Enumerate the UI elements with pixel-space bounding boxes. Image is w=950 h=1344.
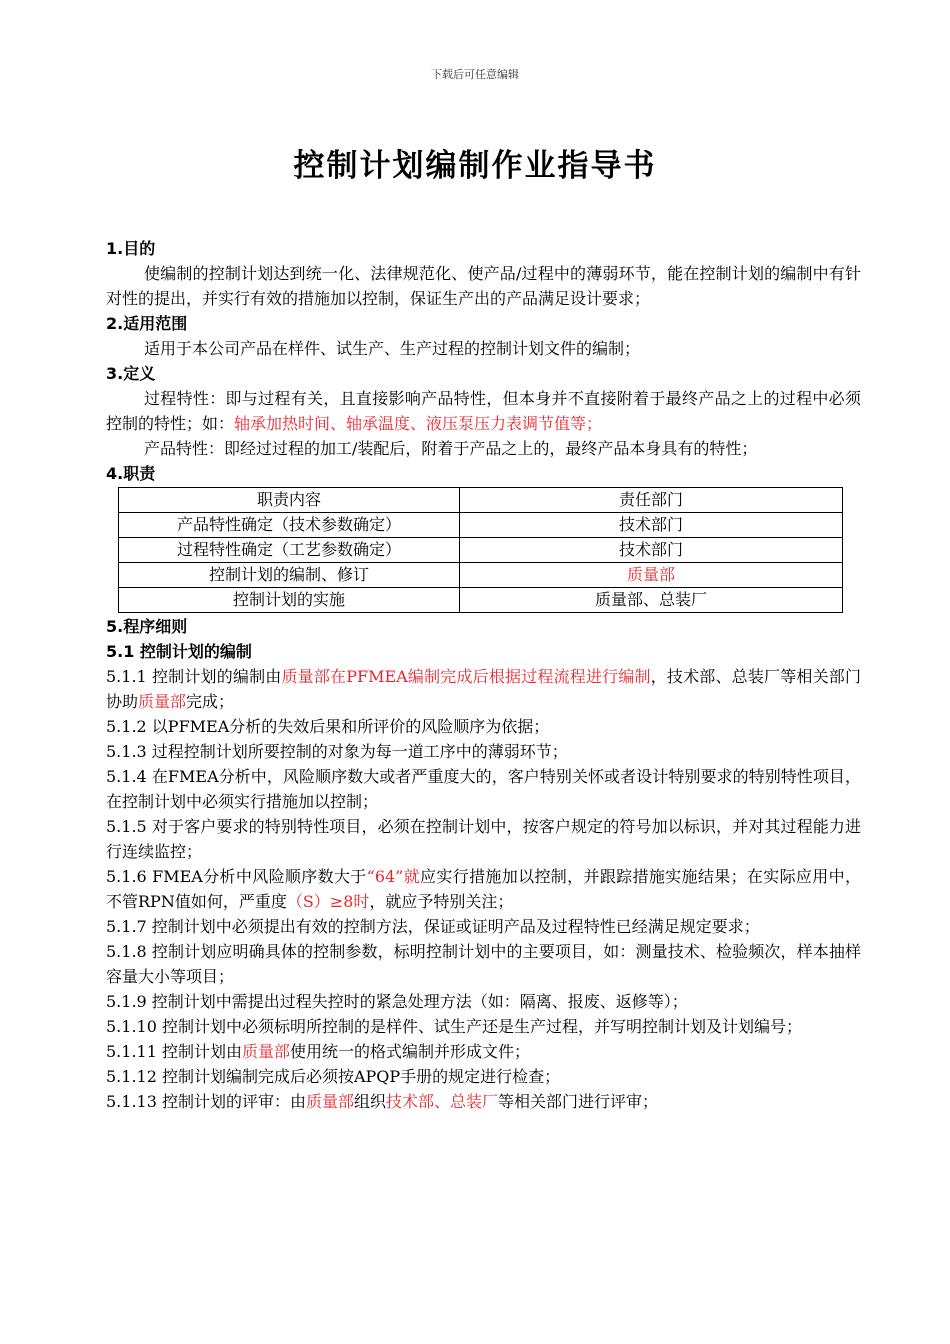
- item-5-1-10: 5.1.10 控制计划中必须标明所控制的是样件、试生产还是生产过程，并写明控制计划及计划编号；: [106, 1017, 802, 1036]
- item-text: 5.1.1 控制计划的编制由: [106, 667, 282, 686]
- item-5-1-3: 5.1.3 过程控制计划所要控制的对象为每一道工序中的薄弱环节；: [106, 742, 568, 761]
- section-5-heading: 5.程序细则: [106, 617, 188, 636]
- section-2-heading: 2.适用范围: [106, 314, 188, 333]
- item-highlight: 质量部: [138, 692, 187, 711]
- item-text: 5.1.11 控制计划由: [106, 1042, 242, 1061]
- definition-process-text: 过程特性：即与过程有关，且直接影响产品特性，但本身并不直接附着于最终产品之上的过程中必须控制的特性；如：: [106, 389, 861, 433]
- header-note: 下载后可任意编辑: [431, 68, 519, 81]
- table-header-row: [119, 488, 843, 513]
- item-text: 5.1.6 FMEA分析中风险顺序数大于: [106, 867, 367, 886]
- table-cell: 技术部门: [460, 538, 843, 563]
- item-5-1-7: 5.1.7 控制计划中必须提出有效的控制方法，保证或证明产品及过程特性已经满足规定要求；: [106, 917, 760, 936]
- item-highlight: “64”就: [366, 867, 421, 886]
- item-5-1-6: [106, 864, 861, 914]
- section-4-heading: 4.职责: [106, 464, 156, 483]
- table-row: [119, 513, 843, 538]
- item-5-1-5: 5.1.5 对于客户要求的特别特性项目，必须在控制计划中，按客户规定的符号加以标识，并对其过程能力进行连续监控；: [106, 817, 861, 861]
- table-cell: 控制计划的编制、修订: [119, 563, 460, 588]
- section-1-heading: 1.目的: [106, 239, 156, 258]
- item-text: 完成；: [186, 692, 235, 711]
- item-5-1-4: 5.1.4 在FMEA分析中，风险顺序数大或者严重度大的，客户特别关怀或者设计特别要求的特别特性项目，在控制计划中必须实行措施加以控制；: [106, 767, 861, 811]
- item-text: ，技术部、总装厂等相关部门协助: [106, 667, 861, 711]
- document-title: 控制计划编制作业指导书: [293, 148, 657, 184]
- table-cell: 质量部、总装厂: [460, 588, 843, 613]
- item-highlight: 质量部: [305, 1092, 354, 1111]
- table-row: [119, 563, 843, 588]
- table-cell: 过程特性确定（工艺参数确定）: [119, 538, 460, 563]
- definition-process-characteristic: [106, 386, 861, 436]
- item-text: 应实行措施加以控制，并跟踪措施实施结果；在实际应用中，不管RPN值如何，严重度: [106, 867, 861, 911]
- item-highlight: 质量部在PFMEA编制完成后根据过程流程进行编制: [281, 667, 651, 686]
- document-body: [106, 236, 861, 1114]
- item-text: 5.1.13 控制计划的评审：由: [106, 1092, 306, 1111]
- responsibility-table: [118, 487, 843, 613]
- table-row: [119, 538, 843, 563]
- item-text: 组织: [354, 1092, 387, 1111]
- item-text: ，就应予特别关注；: [369, 892, 514, 911]
- item-5-1-13: [106, 1089, 861, 1114]
- item-text: 等相关部门进行评审；: [498, 1092, 659, 1111]
- item-highlight: （S）≥8时: [286, 892, 370, 911]
- item-5-1-11: [106, 1039, 861, 1064]
- item-highlight: 质量部: [241, 1042, 290, 1061]
- item-text: 使用统一的格式编制并形成文件；: [290, 1042, 531, 1061]
- section-3-heading: 3.定义: [106, 364, 156, 383]
- definition-product-characteristic: 产品特性：即经过过程的加工/装配后，附着于产品之上的，最终产品本身具有的特性；: [144, 439, 758, 458]
- table-cell: 质量部: [460, 563, 843, 588]
- item-5-1-2: 5.1.2 以PFMEA分析的失效后果和所评价的风险顺序为依据；: [106, 717, 550, 736]
- section-2-text: 适用于本公司产品在样件、试生产、生产过程的控制计划文件的编制；: [144, 339, 641, 358]
- table-header-cell: 责任部门: [460, 488, 843, 513]
- definition-process-example: 轴承加热时间、轴承温度、液压泵压力表调节值等；: [234, 414, 603, 433]
- item-5-1-1: [106, 664, 861, 714]
- table-row: [119, 588, 843, 613]
- item-5-1-12: 5.1.12 控制计划编制完成后必须按APQP手册的规定进行检查；: [106, 1067, 561, 1086]
- table-header-cell: 职责内容: [119, 488, 460, 513]
- section-5-1-heading: 5.1 控制计划的编制: [106, 642, 252, 661]
- table-cell: 控制计划的实施: [119, 588, 460, 613]
- item-5-1-8: 5.1.8 控制计划应明确具体的控制参数，标明控制计划中的主要项目，如：测量技术、检验频次，样本抽样容量大小等项目；: [106, 942, 861, 986]
- item-highlight: 技术部、总装厂: [386, 1092, 499, 1111]
- section-1-text: 使编制的控制计划达到统一化、法律规范化、使产品/过程中的薄弱环节，能在控制计划的编制中有针对性的提出，并实行有效的措施加以控制，保证生产出的产品满足设计要求；: [106, 264, 861, 308]
- table-cell: 技术部门: [460, 513, 843, 538]
- item-5-1-9: 5.1.9 控制计划中需提出过程失控时的紧急处理方法（如：隔离、报废、返修等）；: [106, 992, 688, 1011]
- table-cell: 产品特性确定（技术参数确定）: [119, 513, 460, 538]
